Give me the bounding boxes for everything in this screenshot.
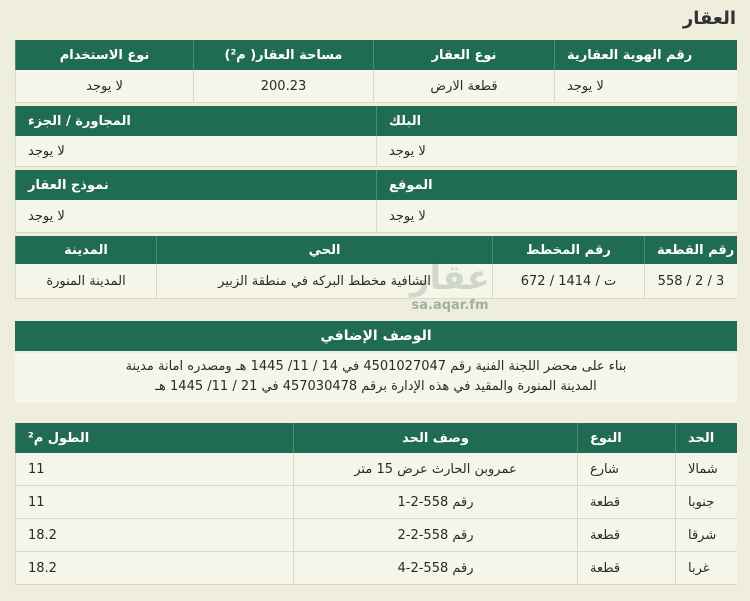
boundary-side: شمالا [675, 453, 737, 485]
value-property-model: لا يوجد [15, 200, 376, 232]
boundaries-table [15, 423, 737, 585]
description-line-2: المدينة المنورة والمقيد في هذه الإدارة برقم 457030478 في 21 / 11/ 1445 هـ [155, 379, 597, 394]
aqar-watermark [395, 258, 505, 313]
boundary-row [15, 552, 737, 585]
plot-info-table [15, 236, 737, 299]
boundary-length: 18.2 [15, 519, 293, 551]
block-neighborhood-table [15, 106, 737, 167]
boundary-length: 11 [15, 453, 293, 485]
boundary-desc: عمروبن الحارث عرض 15 متر [293, 453, 577, 485]
header-block: البلك [376, 106, 737, 136]
boundary-side: شرقا [675, 519, 737, 551]
additional-description [15, 353, 737, 403]
header-neighborhood: المجاورة / الجزء [15, 106, 376, 136]
boundary-desc: رقم 558-2-4 [293, 552, 577, 584]
value-city: المدينة المنورة [15, 264, 156, 298]
boundary-length: 11 [15, 486, 293, 518]
header-property-model: نموذج العقار [15, 170, 376, 200]
value-plot-number: 558 / 2 / 3 [644, 264, 737, 298]
boundary-desc: رقم 558-2-1 [293, 486, 577, 518]
value-neighborhood: لا يوجد [15, 136, 376, 166]
value-block: لا يوجد [376, 136, 737, 166]
header-location: الموقع [376, 170, 737, 200]
boundary-row [15, 453, 737, 486]
header-type: النوع [577, 423, 675, 453]
property-info-table [15, 40, 737, 103]
value-usage-type: لا يوجد [15, 70, 193, 102]
boundary-type: قطعة [577, 552, 675, 584]
header-property-area: مساحة العقار( م²) [193, 40, 373, 70]
header-usage-type: نوع الاستخدام [15, 40, 193, 70]
value-property-id: لا يوجد [554, 70, 737, 102]
description-line-1: بناء على محضر اللجنة الفنية رقم 4501027047 في 14 / 11/ 1445 هـ ومصدره امانة مدينة [125, 359, 627, 374]
watermark-url: sa.aqar.fm [411, 298, 489, 313]
boundary-desc: رقم 558-2-2 [293, 519, 577, 551]
boundary-side: جنوبا [675, 486, 737, 518]
boundary-length: 18.2 [15, 552, 293, 584]
header-length: الطول م² [15, 423, 293, 453]
boundary-row [15, 486, 737, 519]
page-title: العقار [682, 8, 736, 29]
value-property-area: 200.23 [193, 70, 373, 102]
value-location: لا يوجد [376, 200, 737, 232]
boundary-type: شارع [577, 453, 675, 485]
header-district: الحي [156, 236, 492, 264]
header-property-type: نوع العقار [373, 40, 554, 70]
boundary-row [15, 519, 737, 552]
value-property-type: قطعة الارض [373, 70, 554, 102]
value-plan-number: 672 / ت / 1414 [492, 264, 644, 298]
additional-description-heading: الوصف الإضافي [15, 321, 737, 351]
header-city: المدينة [15, 236, 156, 264]
header-side: الحد [675, 423, 737, 453]
header-property-id: رقم الهوية العقارية [554, 40, 737, 70]
boundary-side: غربا [675, 552, 737, 584]
location-model-table [15, 170, 737, 233]
boundary-type: قطعة [577, 519, 675, 551]
boundary-type: قطعة [577, 486, 675, 518]
header-plan-number: رقم المخطط [492, 236, 644, 264]
header-boundary-desc: وصف الحد [293, 423, 577, 453]
header-plot-number: رقم القطعة [644, 236, 737, 264]
watermark-logo: عقار [409, 258, 491, 298]
value-district: الشافية مخطط البركه في منطقة الزبير [156, 264, 492, 298]
